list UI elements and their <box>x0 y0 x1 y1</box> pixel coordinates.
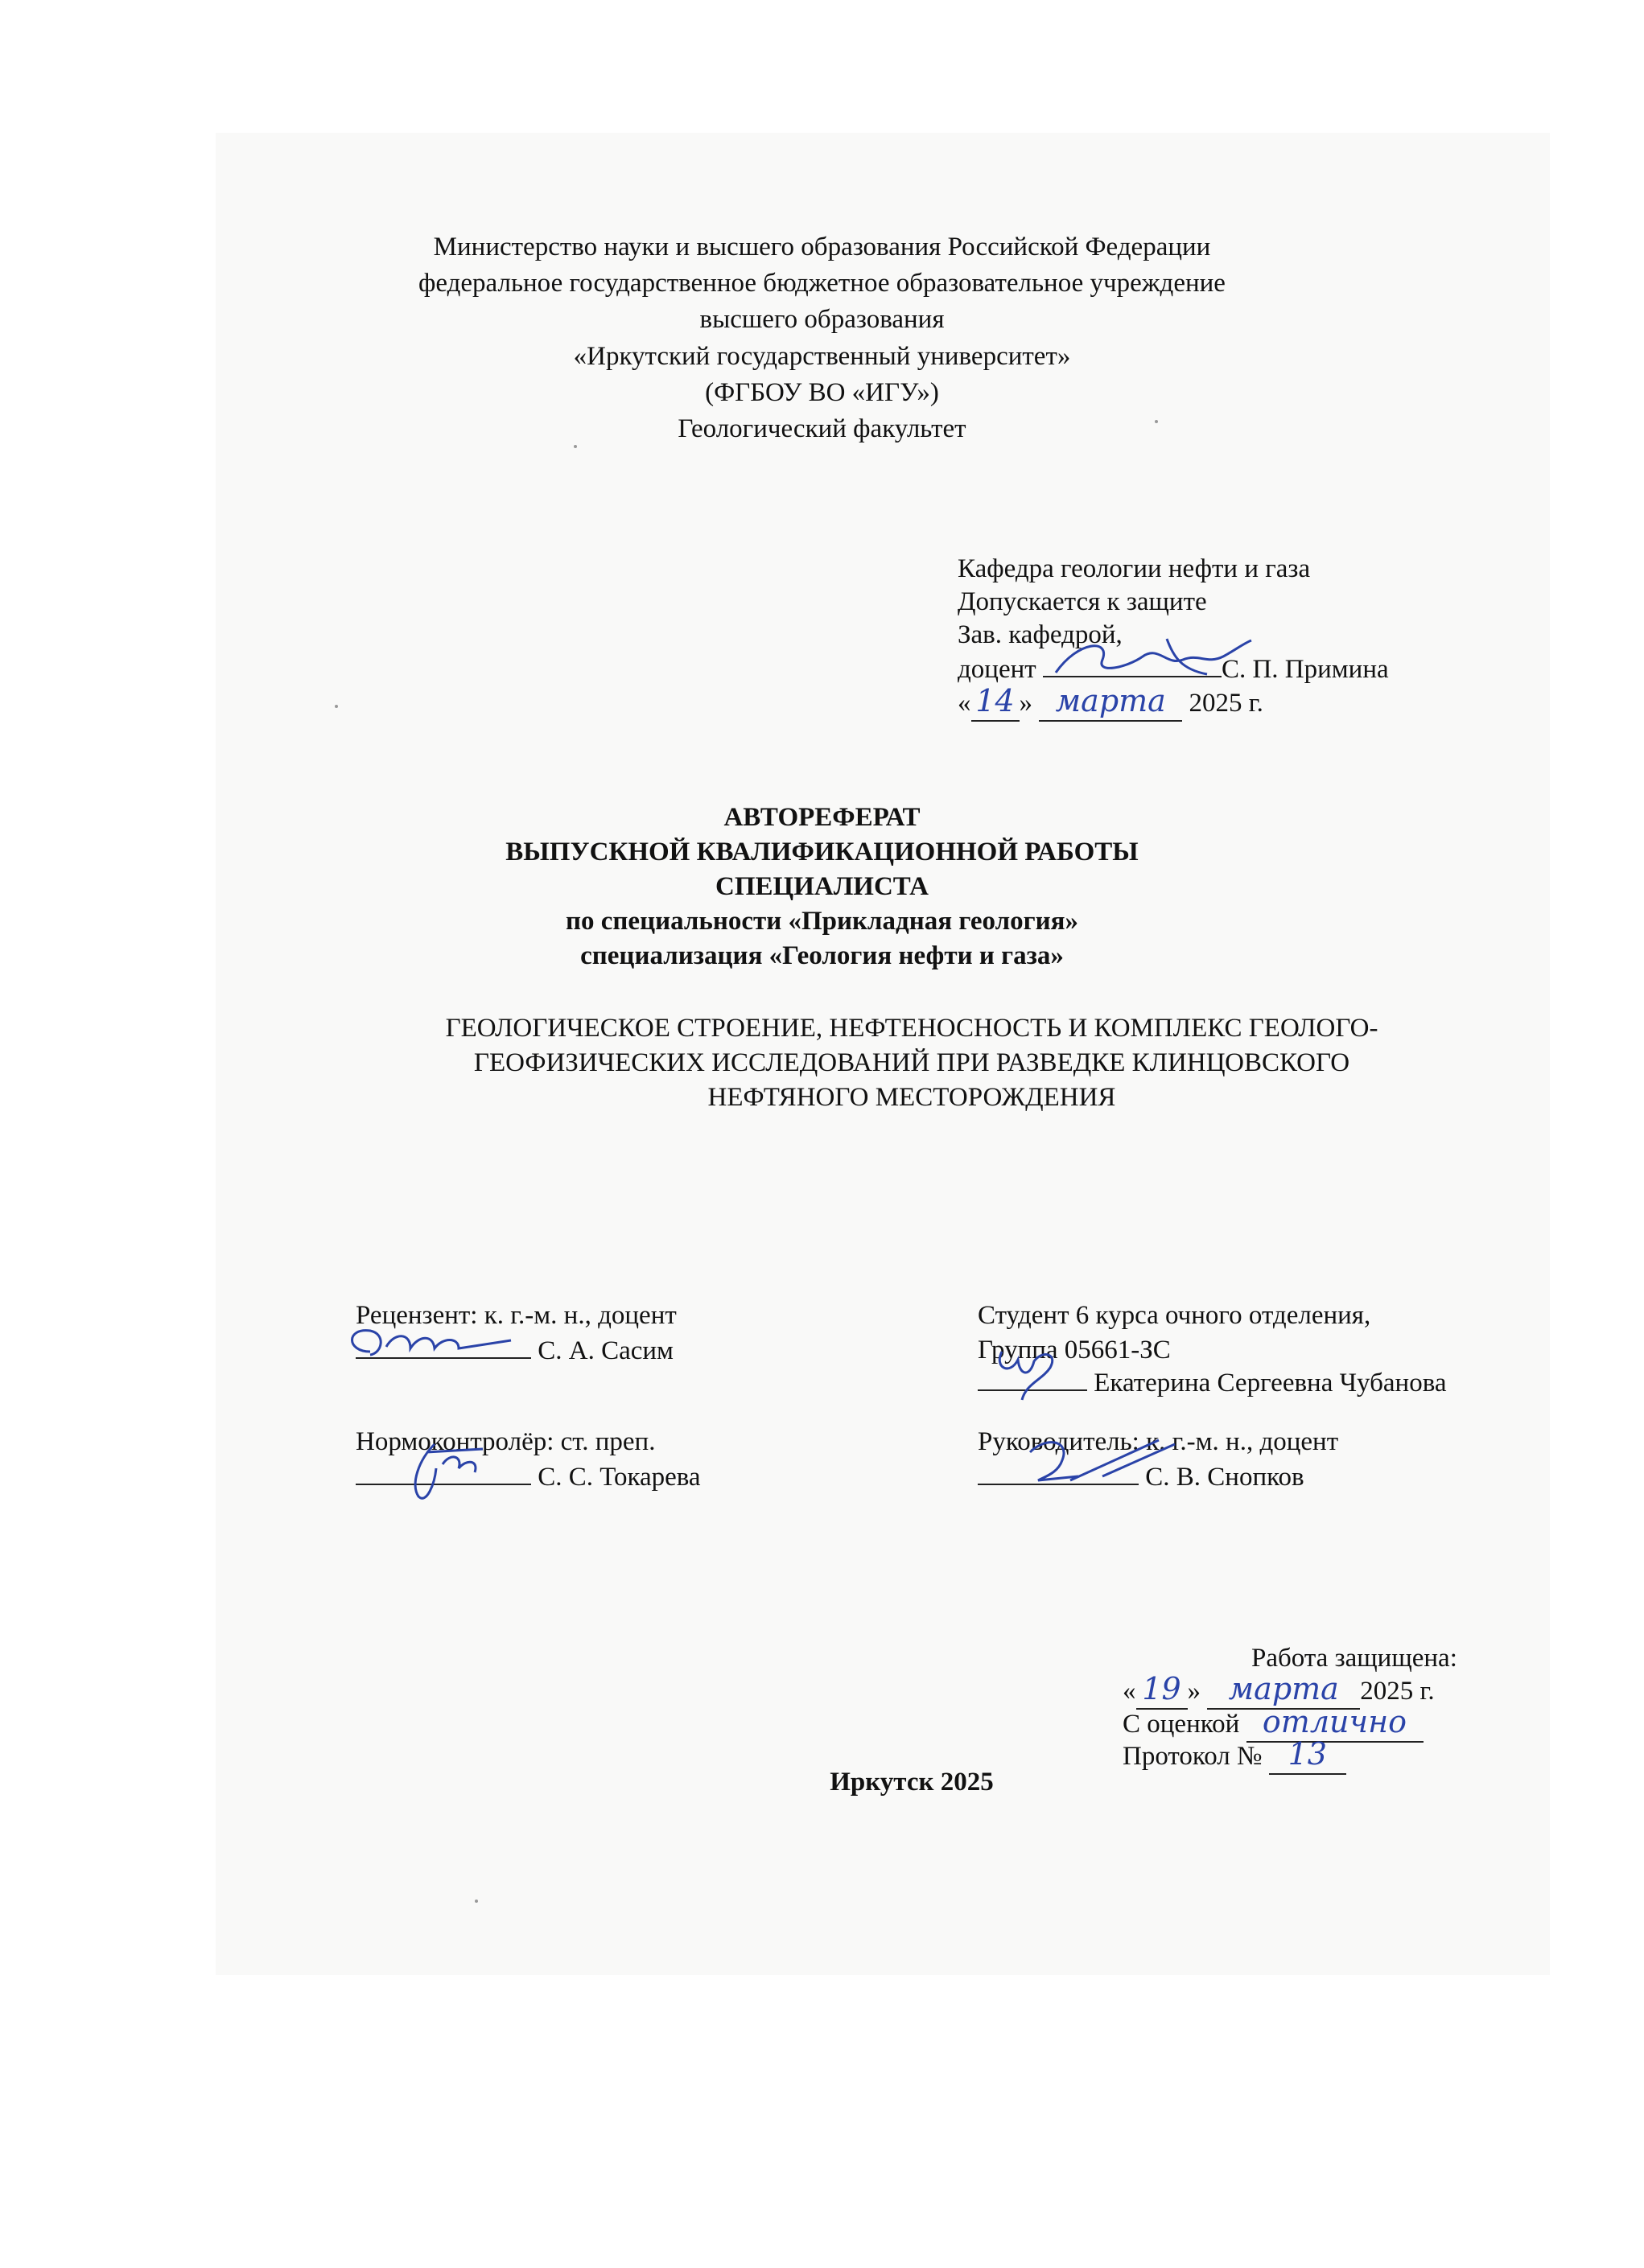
scan-speck <box>475 1900 478 1903</box>
defense-grade-line <box>1123 1704 1424 1743</box>
approval-date-open: « <box>958 689 971 718</box>
scan-speck <box>335 705 338 708</box>
defense-date-open: « <box>1123 1677 1136 1706</box>
header-ministry: Министерство науки и высшего образования Российской Федерации <box>433 233 1211 261</box>
normcontrol-title: Нормоконтролёр: ст. преп. <box>356 1427 656 1456</box>
student-signature <box>986 1336 1074 1408</box>
header-university: «Иркутский государственный университет» <box>573 342 1071 371</box>
supervisor-name: С. В. Снопков <box>1145 1463 1304 1492</box>
approval-date-day-field <box>971 683 1020 722</box>
header-education-level: высшего образования <box>699 305 945 334</box>
approval-head-name: С. П. Примина <box>1221 655 1389 684</box>
defense-protocol-label: Протокол № <box>1123 1742 1263 1771</box>
title-specialization: специализация «Геология нефти и газа» <box>580 941 1064 970</box>
reviewer-name: С. А. Сасим <box>538 1336 674 1365</box>
approval-head-title: Зав. кафедрой, <box>958 620 1123 649</box>
header-institution-type: федеральное государственное бюджетное образовательное учреждение <box>418 269 1226 298</box>
student-title: Студент 6 курса очного отделения, <box>978 1301 1371 1330</box>
defense-grade-field <box>1246 1704 1424 1743</box>
approval-admitted: Допускается к защите <box>958 587 1207 616</box>
defense-grade: отлично <box>1262 1704 1407 1739</box>
defense-label: Работа защищена: <box>1251 1644 1457 1673</box>
title-line-1: АВТОРЕФЕРАТ <box>723 803 921 832</box>
approval-date-close: » <box>1019 689 1032 718</box>
supervisor-signature <box>1014 1428 1191 1492</box>
supervisor-title: Руководитель: к. г.-м. н., доцент <box>978 1427 1339 1456</box>
approval-position: доцент <box>958 655 1036 684</box>
header-faculty: Геологический факультет <box>678 414 966 443</box>
defense-date-close: » <box>1187 1677 1201 1706</box>
header-abbreviation: (ФГБОУ ВО «ИГУ») <box>705 378 939 407</box>
normcontrol-signature <box>386 1428 507 1509</box>
defense-date-year: 2025 г. <box>1360 1677 1435 1706</box>
student-name: Екатерина Сергеевна Чубанова <box>1094 1369 1447 1397</box>
defense-date-day: 19 <box>1142 1671 1181 1706</box>
title-specialty: по специальности «Прикладная геология» <box>566 907 1078 936</box>
topic-line-2: ГЕОФИЗИЧЕСКИХ ИССЛЕДОВАНИЙ ПРИ РАЗВЕДКЕ КЛИНЦОВСКОГО <box>473 1048 1350 1077</box>
defense-grade-label: С оценкой <box>1123 1710 1240 1739</box>
approval-department: Кафедра геологии нефти и газа <box>958 554 1311 583</box>
reviewer-signature <box>338 1319 523 1368</box>
defense-date-month: марта <box>1228 1671 1339 1706</box>
title-line-2: ВЫПУСКНОЙ КВАЛИФИКАЦИОННОЙ РАБОТЫ <box>505 838 1139 866</box>
student-group: Группа 05661-ЗС <box>978 1336 1171 1365</box>
footer-city-year: Иркутск 2025 <box>830 1768 994 1797</box>
head-signature <box>1046 632 1263 689</box>
approval-date-month: марта <box>1055 683 1166 718</box>
defense-date-day-field <box>1136 1671 1188 1710</box>
approval-date-day: 14 <box>975 683 1015 718</box>
approval-date-year: 2025 г. <box>1189 689 1263 718</box>
topic-line-3: НЕФТЯНОГО МЕСТОРОЖДЕНИЯ <box>707 1083 1116 1112</box>
title-line-3: СПЕЦИАЛИСТА <box>715 872 929 901</box>
normcontrol-name: С. С. Токарева <box>538 1463 701 1492</box>
approval-date-month-field <box>1039 683 1182 722</box>
topic-line-1: ГЕОЛОГИЧЕСКОЕ СТРОЕНИЕ, НЕФТЕНОСНОСТЬ И КОМПЛЕКС ГЕОЛОГО- <box>445 1014 1378 1043</box>
defense-protocol-number: 13 <box>1288 1736 1327 1772</box>
approval-date-line <box>958 683 1263 722</box>
reviewer-title: Рецензент: к. г.-м. н., доцент <box>356 1301 677 1330</box>
